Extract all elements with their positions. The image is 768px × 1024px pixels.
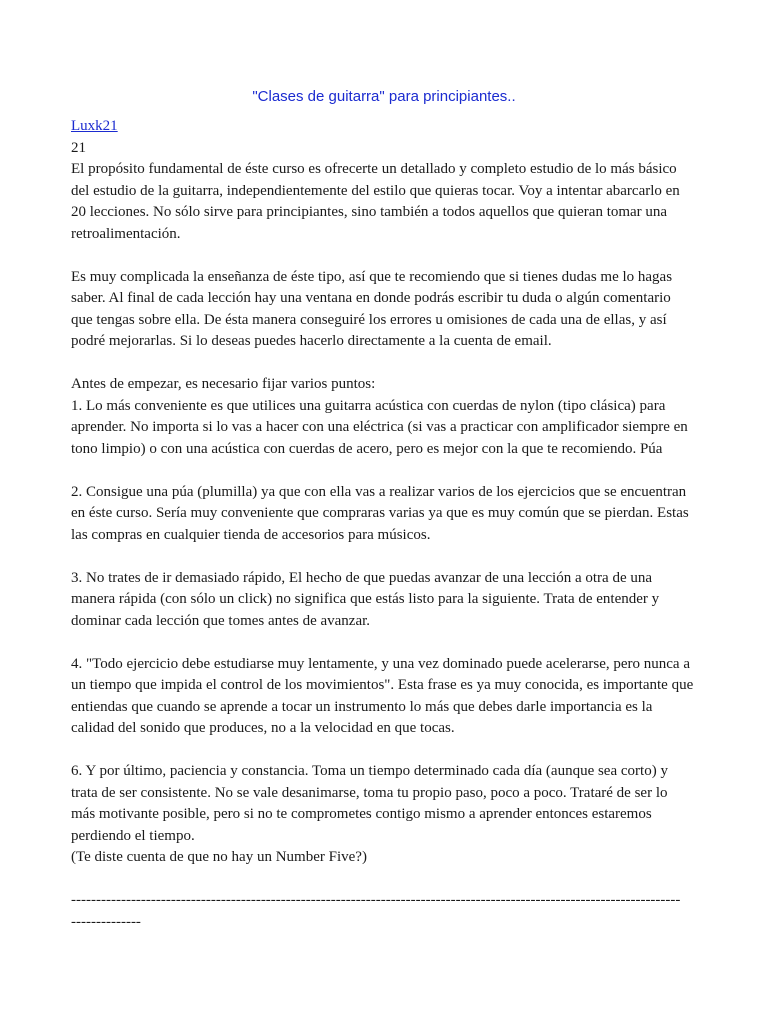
- paragraph-point-6: [71, 761, 697, 869]
- document-title: "Clases de guitarra" para principiantes..: [252, 88, 516, 105]
- text-line: 6. Y por último, paciencia y constancia. Toma un tiempo determinado cada día (aunque sea corto) y: [71, 763, 668, 779]
- text-line: entiendas que cuando se aprende a tocar un instrumento lo más que debes darle importancia es la: [71, 698, 653, 715]
- document-body: [71, 116, 697, 933]
- separator-line: --------------------------------------------------------------------------------------------------------------------------: [71, 892, 681, 908]
- text-line: que tengas sobre ella. De ésta manera conseguiré los errores u omisiones de cada una de ellas, y así: [71, 311, 667, 328]
- text-line: un tiempo que impida el control de los movimientos". Esta frase es ya muy conocida, es importante que: [71, 677, 694, 693]
- paragraph-feedback: [71, 267, 697, 353]
- text-line: 2. Consigue una púa (plumilla) ya que con ella vas a realizar varios de los ejercicios que se encuentran: [71, 483, 687, 500]
- text-line: Es muy complicada la enseñanza de éste tipo, así que te recomiendo que si tienes dudas me lo hagas: [71, 268, 673, 285]
- text-line: 3. No trates de ir demasiado rápido, El hecho de que puedas avanzar de una lección a otra de una: [71, 569, 653, 586]
- text-line: El propósito fundamental de éste curso es ofrecerte un detallado y completo estudio de lo más básico: [71, 161, 677, 177]
- text-line: más motivante posible, pero si no te comprometes contigo mismo a aprender entonces estaremos: [71, 806, 652, 822]
- text-line: tono limpio) o con una acústica con cuerdas de acero, pero es mejor con la que te recomiendo. Púa: [71, 440, 663, 457]
- text-line: calidad del sonido que produces, no a la velocidad en que tocas.: [71, 720, 455, 736]
- text-line: 4. "Todo ejercicio debe estudiarse muy lentamente, y una vez dominado puede acelerarse, pero nunca a: [71, 655, 690, 672]
- text-line: 20 lecciones. No sólo sirve para principiantes, sino también a todos aquellos que quieran tomar una: [71, 204, 668, 220]
- text-line: aprender. No importa si lo vas a hacer con una eléctrica (si vas a practicar con amplificador siempre en: [71, 419, 688, 435]
- paragraph-intro: [71, 159, 697, 245]
- paragraph-point-3: [71, 568, 697, 633]
- paragraph-point-4: [71, 654, 697, 740]
- text-line: en éste curso. Sería muy conveniente que compraras varias ya que es muy común que se pierdan. Estas: [71, 505, 689, 521]
- text-line: dominar cada lección que tomes antes de avanzar.: [71, 612, 371, 629]
- text-line: manera rápida (con sólo un click) no significa que estás listo para la siguiente. Trata de entender y: [71, 591, 660, 607]
- text-line: saber. Al final de cada lección hay una ventana en donde podrás escribir tu duda o algún comentario: [71, 290, 671, 306]
- paragraph-point-2: [71, 482, 697, 547]
- text-line: retroalimentación.: [71, 225, 181, 242]
- text-line: (Te diste cuenta de que no hay un Number Five?): [71, 849, 367, 865]
- dashed-separator: [71, 890, 697, 933]
- text-line: 1. Lo más conveniente es que utilices una guitarra acústica con cuerdas de nylon (tipo clásica) para: [71, 397, 666, 414]
- text-line: trata de ser consistente. No se vale desanimarse, toma tu propio paso, poco a poco. Trataré de ser lo: [71, 784, 668, 801]
- paragraph-point-1: [71, 374, 697, 460]
- author-link[interactable]: Luxk21: [71, 118, 118, 134]
- text-line: del estudio de la guitarra, independientemente del estilo que quieras tocar. Voy a intentar abarcarlo en: [71, 182, 680, 199]
- separator-line: --------------: [71, 913, 141, 930]
- text-line: podré mejorarlas. Si lo deseas puedes hacerlo directamente a la cuenta de email.: [71, 333, 552, 349]
- text-line: perdiendo el tiempo.: [71, 827, 195, 844]
- author-number: 21: [71, 139, 86, 156]
- text-line: las compras en cualquier tienda de accesorios para músicos.: [71, 526, 431, 543]
- text-line: Antes de empezar, es necesario fijar varios puntos:: [71, 376, 376, 392]
